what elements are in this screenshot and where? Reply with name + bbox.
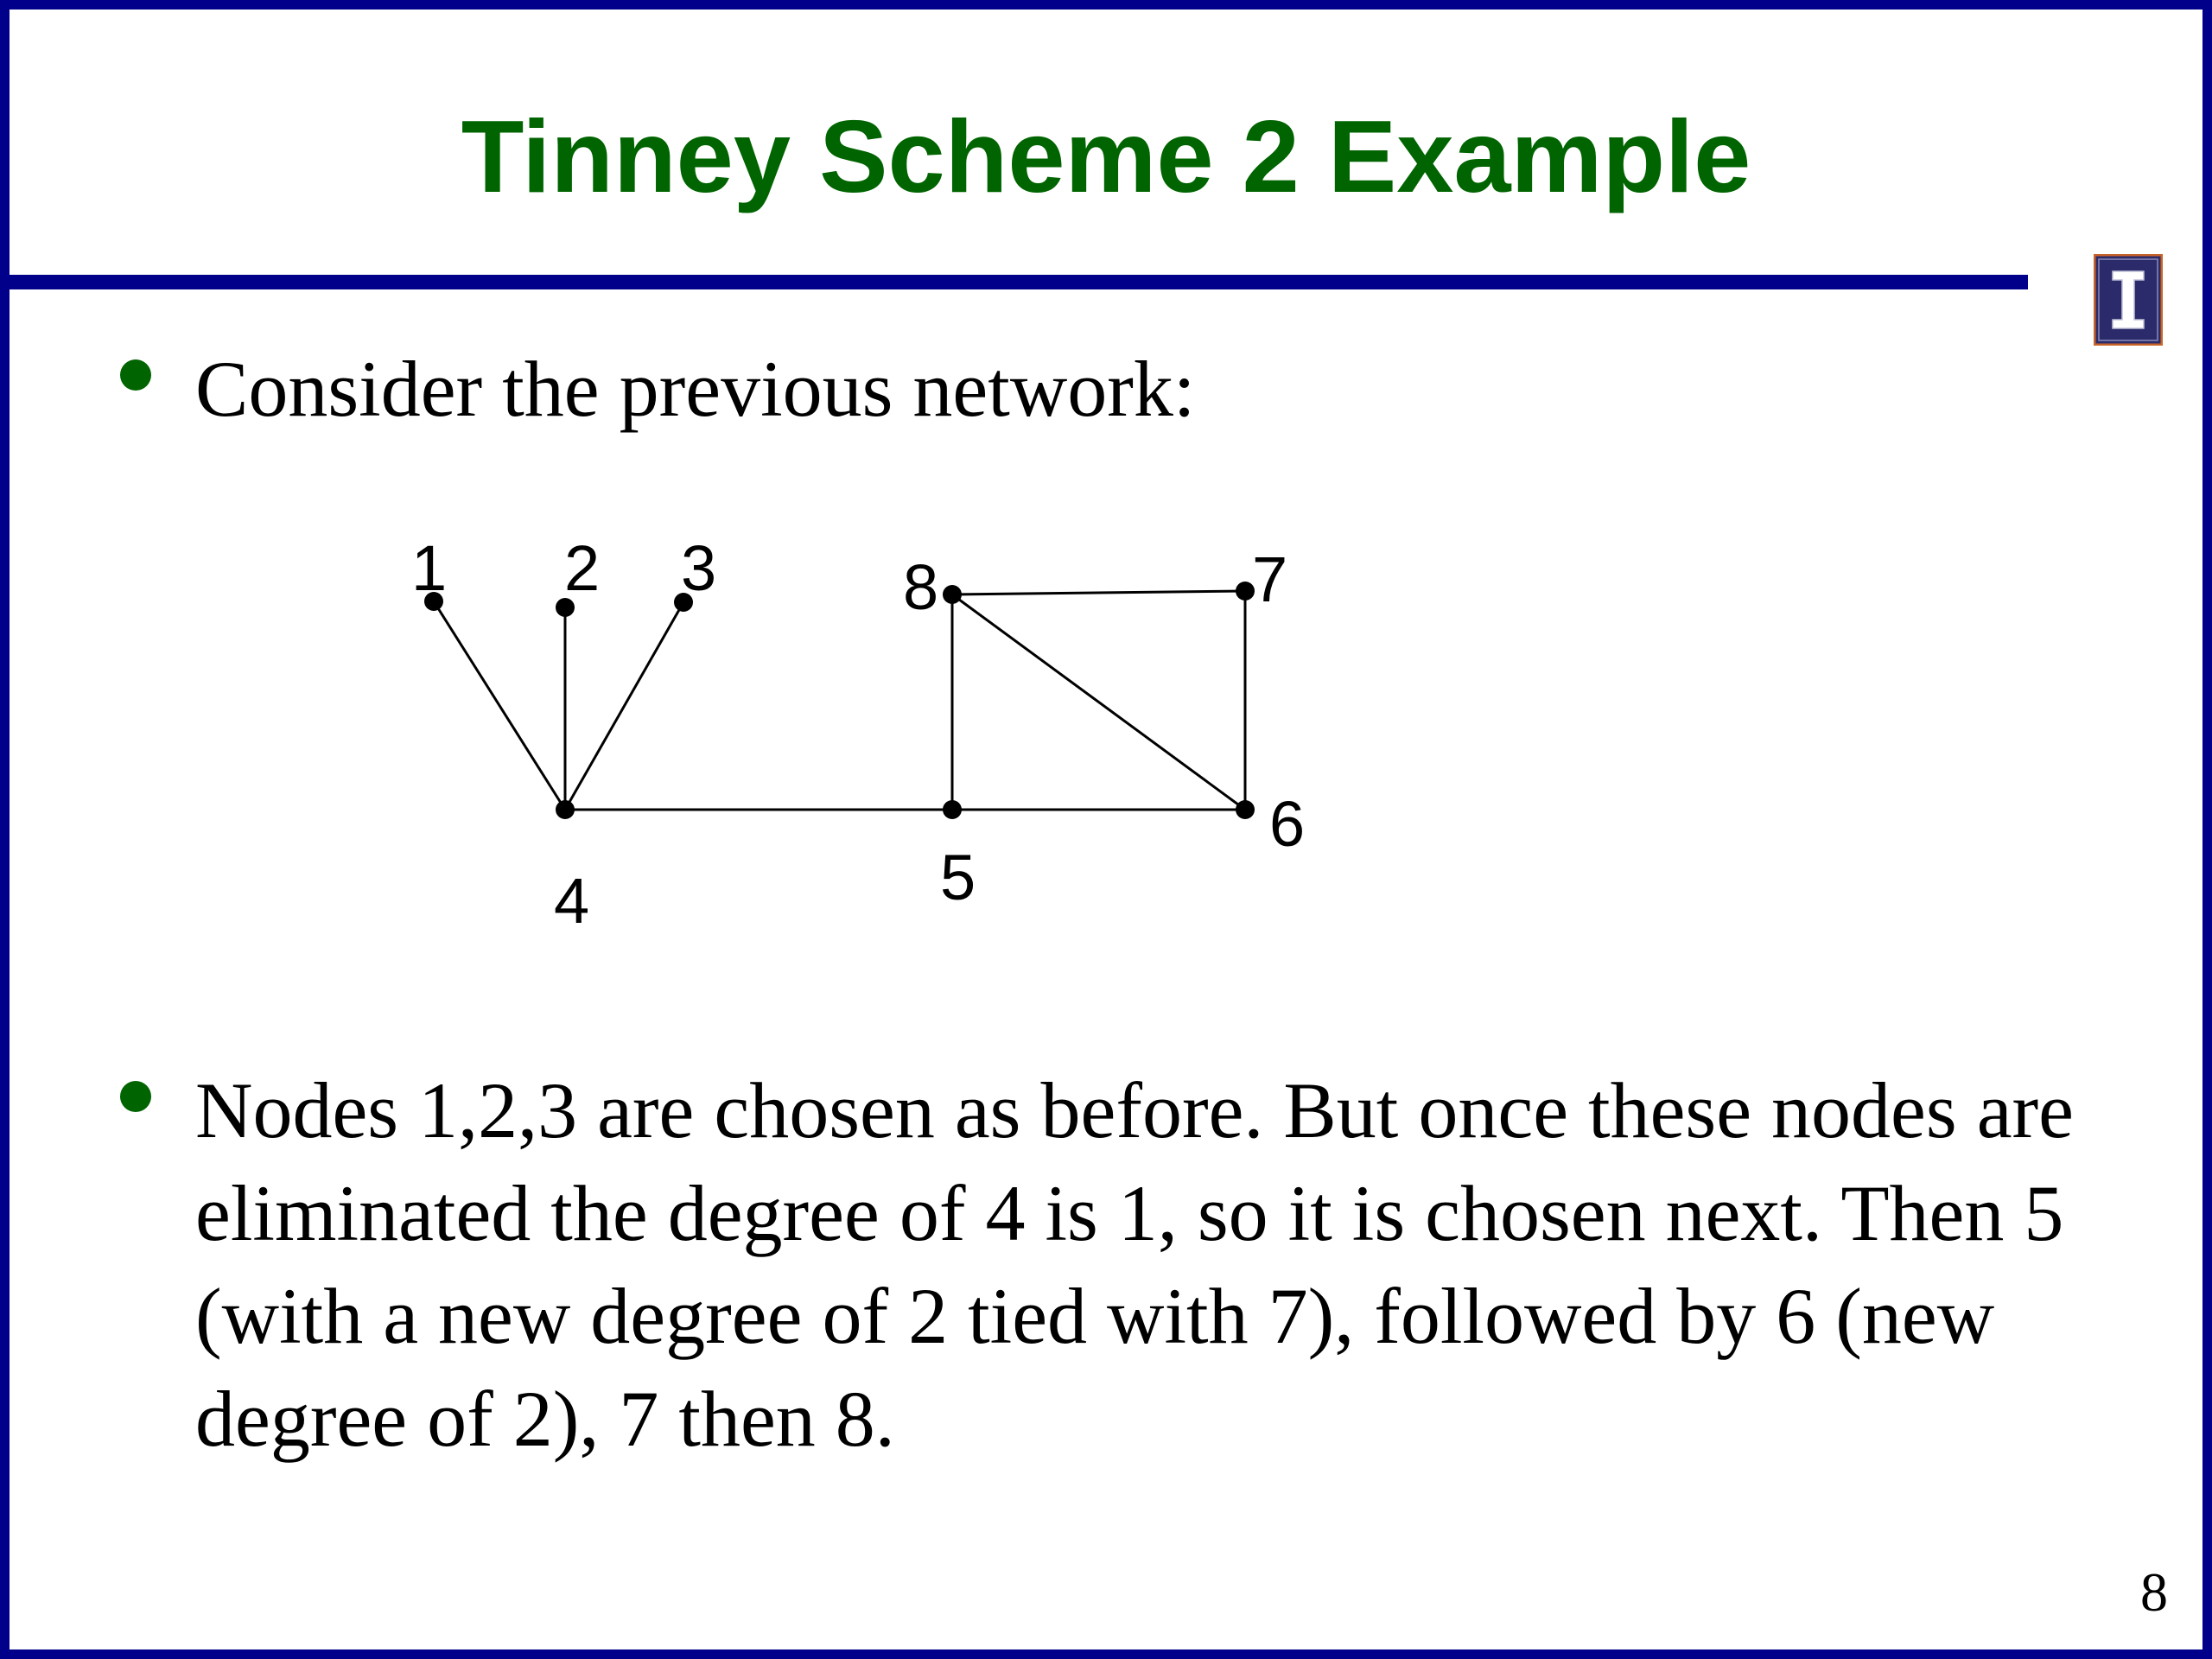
edge-1-4 bbox=[434, 601, 565, 810]
bullet-text-2: Nodes 1,2,3 are chosen as before. But once these nodes are eliminated the degree of 4 is 1, so it is chosen next. Then 5 (with a new degree of 2 tied with 7), followed by 6 (new degree of 2), 7 then 8. bbox=[195, 1066, 2074, 1463]
node-label-4: 4 bbox=[554, 865, 590, 937]
node-6 bbox=[1236, 800, 1255, 819]
bullet-text-1: Consider the previous network: bbox=[195, 345, 1196, 433]
node-label-3: 3 bbox=[681, 532, 717, 604]
edge-8-7 bbox=[952, 591, 1245, 594]
slide-title: Tinney Scheme 2 Example bbox=[461, 99, 1751, 214]
node-label-2: 2 bbox=[564, 532, 601, 604]
node-label-8: 8 bbox=[903, 551, 939, 623]
node-label-1: 1 bbox=[411, 532, 448, 604]
node-label-6: 6 bbox=[1269, 788, 1306, 860]
edge-3-4 bbox=[565, 602, 683, 810]
page-number: 8 bbox=[2140, 1561, 2168, 1623]
node-4 bbox=[556, 800, 575, 819]
node-label-5: 5 bbox=[940, 842, 976, 913]
node-8 bbox=[943, 585, 962, 604]
node-5 bbox=[943, 800, 962, 819]
edge-8-6 bbox=[952, 594, 1245, 810]
node-label-7: 7 bbox=[1252, 543, 1288, 615]
bullet-marker bbox=[120, 1081, 151, 1112]
